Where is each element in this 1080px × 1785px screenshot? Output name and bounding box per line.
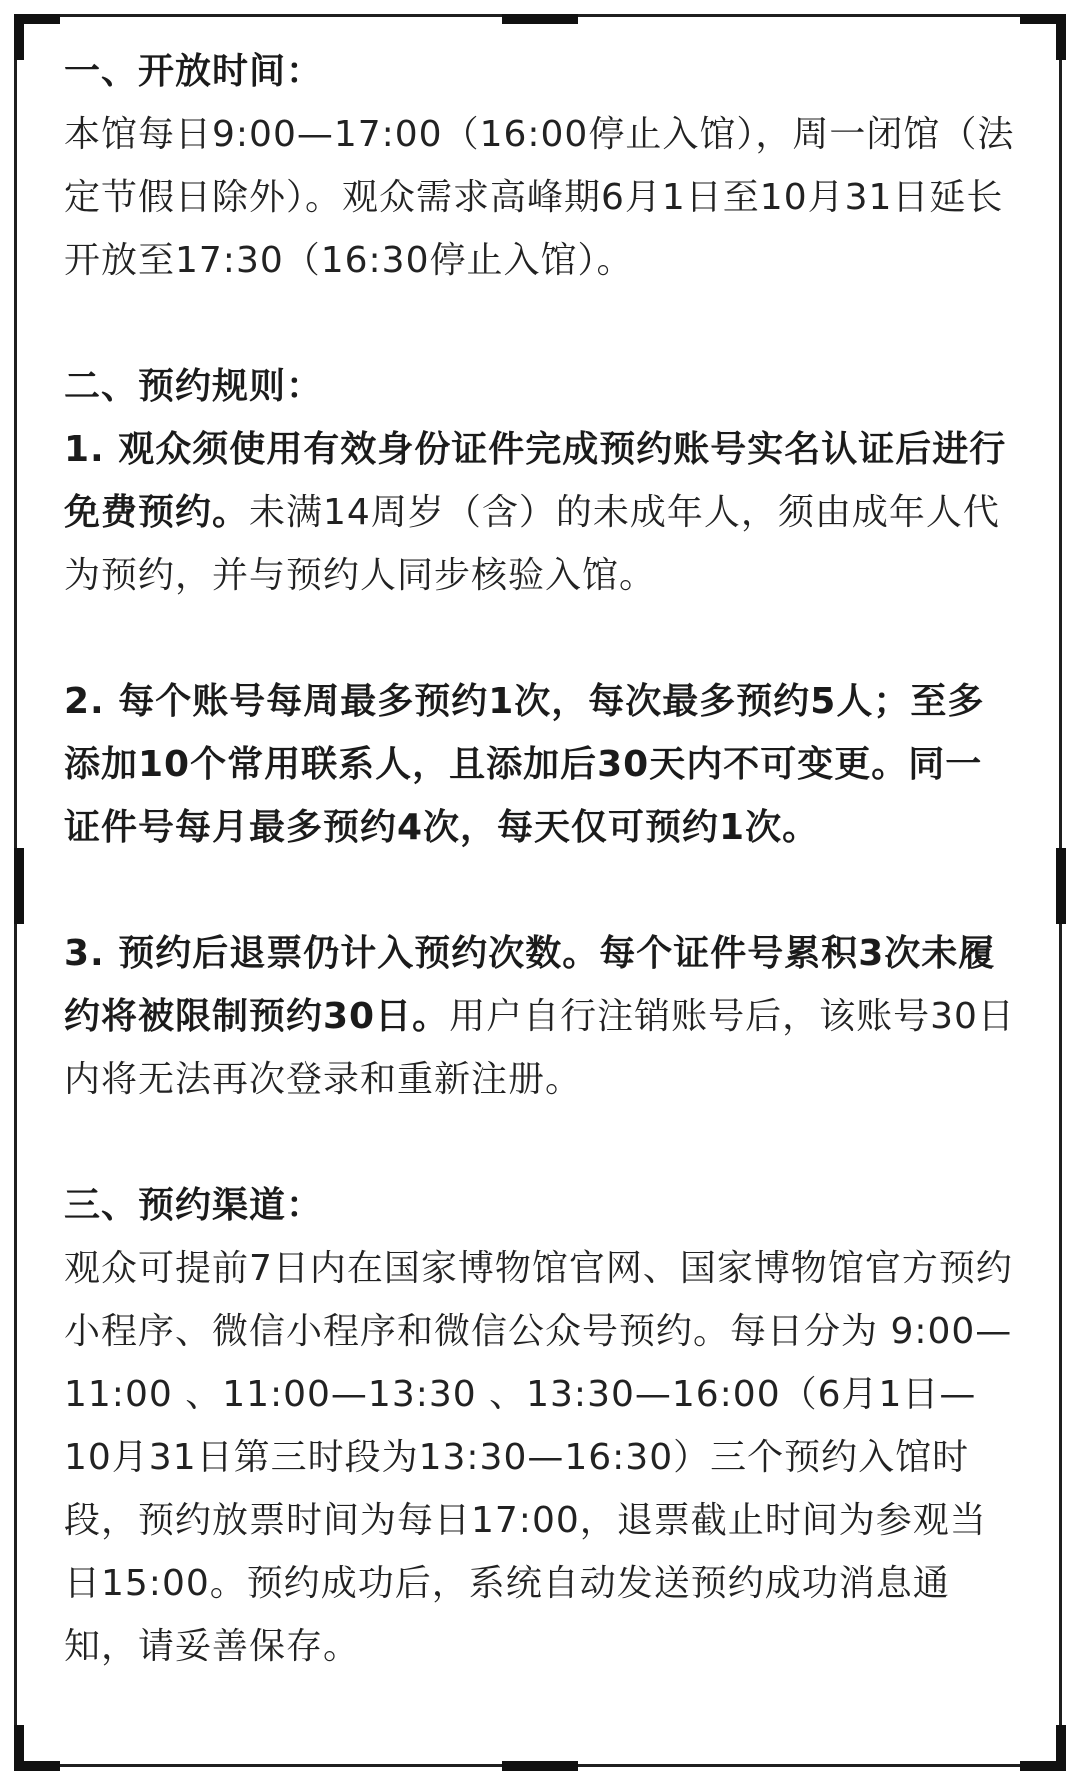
rule-item-2: [64, 670, 1016, 859]
open-hours-text: 本馆每日9:00—17:00（16:00停止入馆），周一闭馆（法定节假日除外）。观众需求高峰期6月1日至10月31日延长开放至17:30（16:30停止入馆）。: [64, 114, 1015, 281]
corner-mark: [14, 14, 24, 60]
rule-item-1: [64, 418, 1016, 607]
corner-mark: [1056, 14, 1066, 60]
section-gap: [64, 859, 1016, 922]
edge-mark: [14, 848, 24, 924]
rule-item-2-bold: 2. 每个账号每周最多预约1次，每次最多预约5人；至多添加10个常用联系人，且添加后30天内不可变更。同一证件号每月最多预约4次，每天仅可预约1次。: [64, 681, 985, 848]
rule-item-1-normal: 未满14周岁（含）的未成年人，须由成年人代为预约，并与预约人同步核验入馆。: [64, 492, 1000, 596]
notice-content: [64, 40, 1016, 1678]
rule-item-1-bold: 1. 观众须使用有效身份证件完成预约账号实名认证后进行免费预约。: [64, 429, 1007, 533]
edge-mark: [502, 14, 578, 24]
section-heading-channels: 三、预约渠道：: [64, 1185, 324, 1226]
channels-text: 观众可提前7日内在国家博物馆官网、国家博物馆官方预约小程序、微信小程序和微信公众号预约。每日分为 9:00—11:00 、11:00—13:30 、13:30—16:00（6月1日—10月31日第三时段为13:30—16:30）三个预约入馆时段，预约放票时间为每日17:00，退票截止时间为参观当日15:00。预约成功后，系统自动发送预约成功消息通知，请妥善保存。: [64, 1248, 1013, 1667]
rule-item-3-bold: 3. 预约后退票仍计入预约次数。每个证件号累积3次未履约将被限制预约30日。: [64, 933, 996, 1037]
section-heading-rules: 二、预约规则：: [64, 366, 324, 407]
section-gap: [64, 607, 1016, 670]
corner-mark: [1056, 1725, 1066, 1771]
rule-item-3-normal: 用户自行注销账号后，该账号30日内将无法再次登录和重新注册。: [64, 996, 1015, 1100]
section-gap: [64, 292, 1016, 355]
rule-item-3: [64, 922, 1016, 1111]
edge-mark: [502, 1761, 578, 1771]
edge-mark: [1056, 848, 1066, 924]
section-gap: [64, 1111, 1016, 1174]
section-heading-open-hours: 一、开放时间：: [64, 51, 324, 92]
corner-mark: [14, 1725, 24, 1771]
